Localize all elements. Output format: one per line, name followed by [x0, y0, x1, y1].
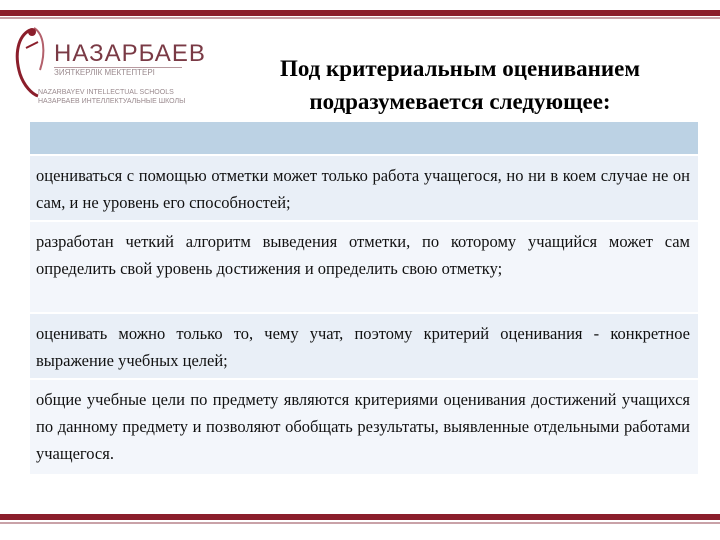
bottom-rule — [0, 514, 720, 520]
logo-subtitle-en: NAZARBAYEV INTELLECTUAL SCHOOLS — [38, 89, 174, 96]
slide-title-line-1: Под критериальным оцениванием — [279, 56, 641, 81]
table-header-band — [30, 122, 698, 154]
slide-title — [210, 52, 710, 118]
criteria-table — [30, 122, 698, 474]
criteria-row-4: общие учебные цели по предмету являются критериями оценивания достижений учащихся по данному предмету и позволяют обобщать результаты, выявленные отдельными работами учащегося. — [30, 378, 698, 474]
logo-name: НАЗАРБАЕВ — [54, 40, 206, 67]
top-rule-accent — [0, 17, 720, 19]
criteria-row-2: разработан четкий алгоритм выведения отметки, по которому учащийся может сам определить свой уровень достижения и определить свою отметку; — [30, 220, 698, 312]
logo-subtitle-ru: НАЗАРБАЕВ ИНТЕЛЛЕКТУАЛЬНЫЕ ШКОЛЫ — [38, 98, 186, 105]
criteria-row-3: оценивать можно только то, чему учат, поэтому критерий оценивания - конкретное выражение учебных целей; — [30, 312, 698, 378]
logo-subtitle-en-ru — [38, 88, 208, 106]
logo-subtitle-kz: ЗИЯТКЕРЛІК МЕКТЕПТЕРІ — [54, 68, 155, 77]
criteria-row-1: оцениваться с помощью отметки может только работа учащегося, но ни в коем случае не он сам, и не уровень его способностей; — [30, 154, 698, 220]
top-rule — [0, 10, 720, 16]
school-logo — [8, 22, 208, 104]
slide-title-line-2: подразумевается следующее: — [309, 89, 611, 114]
bottom-rule-accent — [0, 522, 720, 524]
